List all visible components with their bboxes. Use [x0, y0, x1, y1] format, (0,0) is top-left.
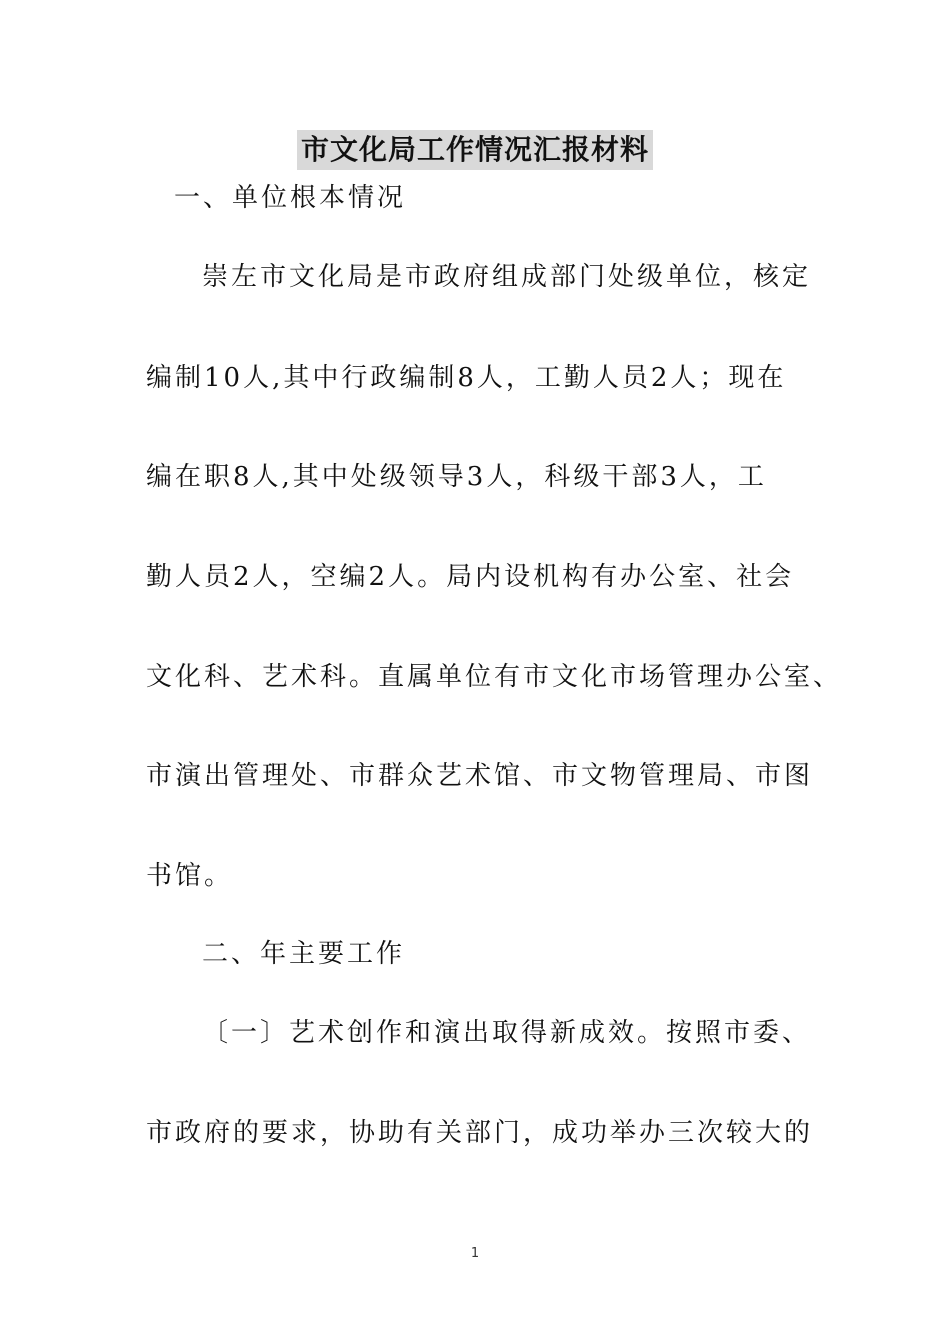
paragraph-line: 书馆。 — [146, 861, 234, 891]
section-heading-1: 一、单位根本情况 — [174, 183, 407, 213]
document-title: 市文化局工作情况汇报材料 — [297, 130, 653, 170]
title-container — [0, 130, 950, 170]
paragraph-line: 编在职8人,其中处级领导3人，科级干部3人，工 — [146, 462, 767, 492]
paragraph-line: 文化科、艺术科。直属单位有市文化市场管理办公室、 — [146, 662, 843, 692]
paragraph-line: 〔一〕艺术创作和演出取得新成效。按照市委、 — [202, 1018, 812, 1048]
paragraph-line: 市演出管理处、市群众艺术馆、市文物管理局、市图 — [146, 761, 814, 791]
paragraph-line: 市政府的要求，协助有关部门，成功举办三次较大的 — [146, 1118, 814, 1148]
section-heading-2: 二、年主要工作 — [202, 939, 406, 969]
page-number: 1 — [470, 1246, 480, 1261]
paragraph-line: 勤人员2人，空编2人。局内设机构有办公室、社会 — [146, 562, 795, 592]
paragraph-line: 崇左市文化局是市政府组成部门处级单位，核定 — [202, 262, 812, 292]
paragraph-line: 编制10人,其中行政编制8人，工勤人员2人；现在 — [146, 363, 787, 393]
